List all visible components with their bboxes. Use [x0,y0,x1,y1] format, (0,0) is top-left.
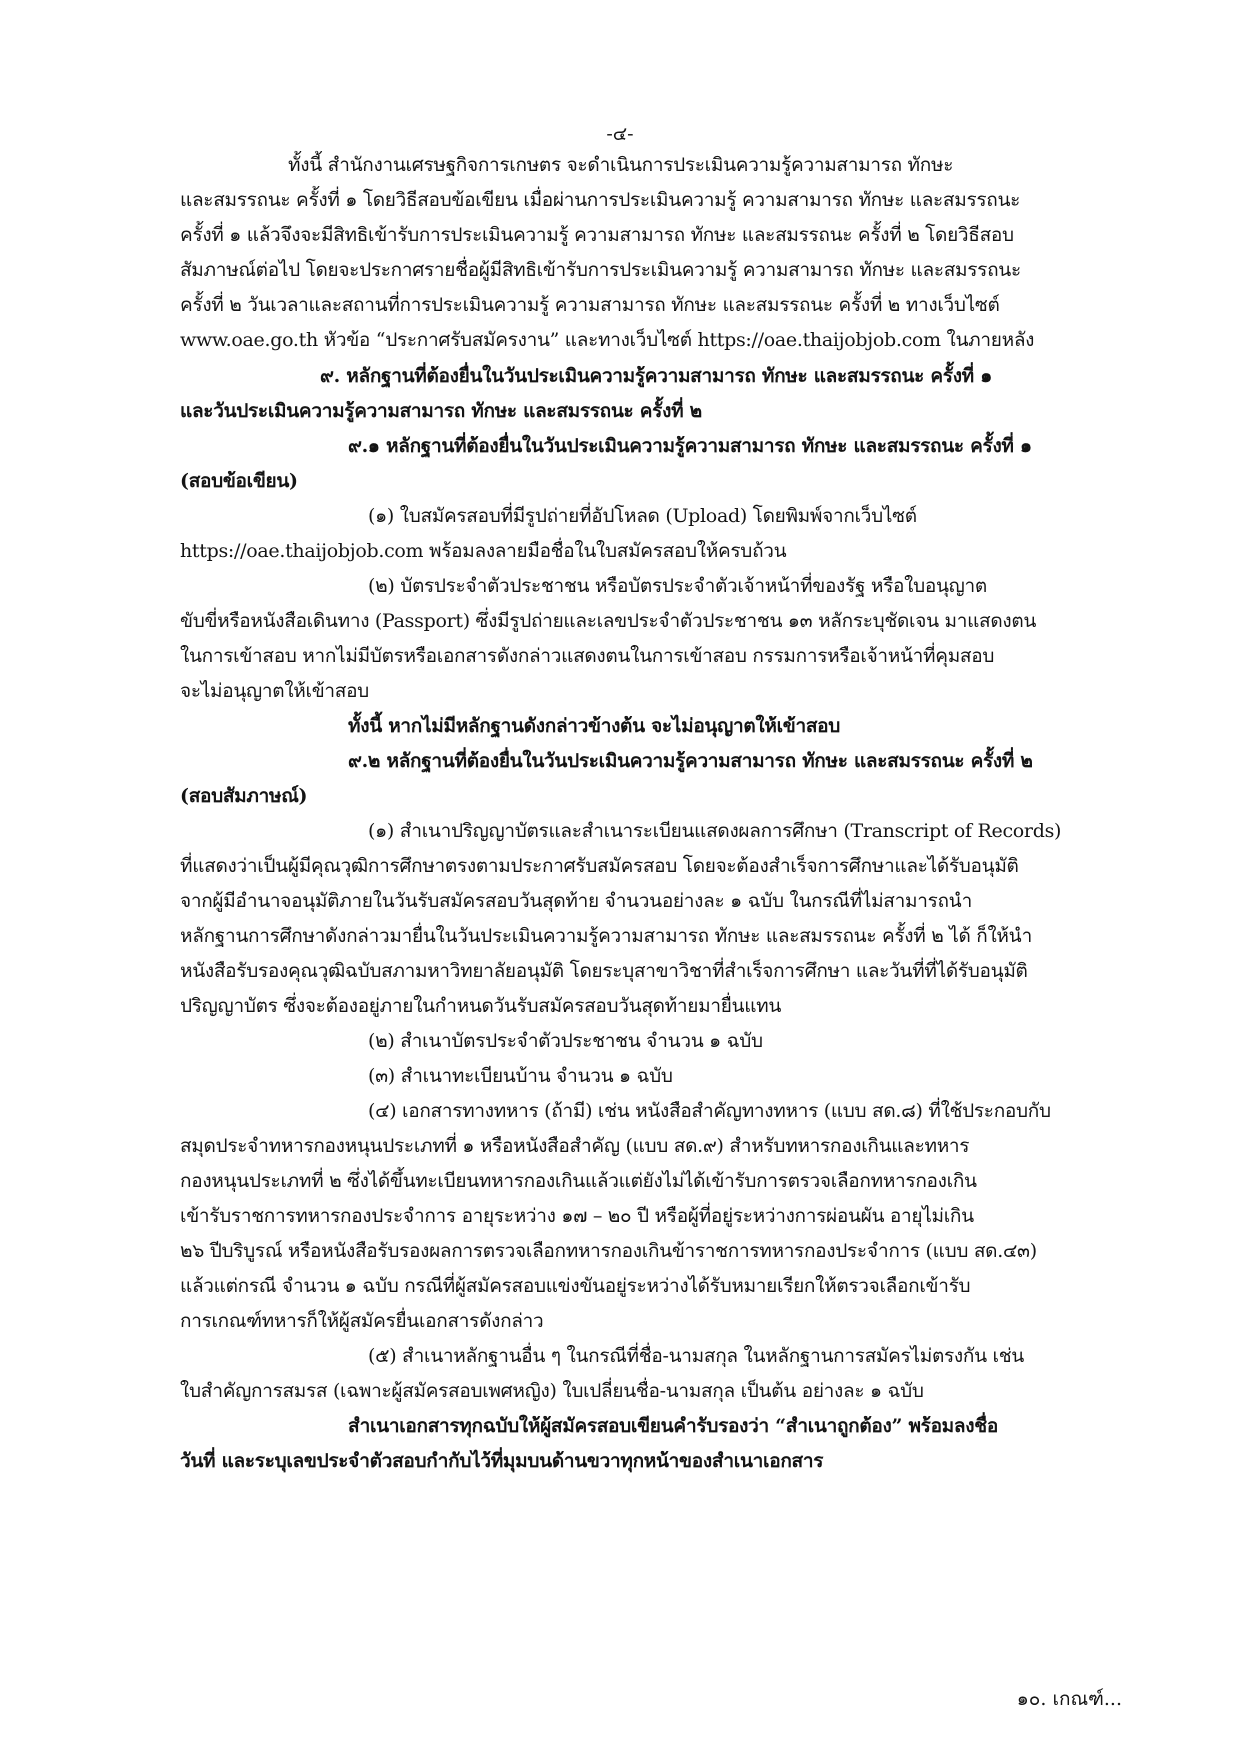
paragraph-line: www.oae.go.th หัวข้อ “ประกาศรับสมัครงาน” และทางเว็บไซต์ https://oae.thaijobjob.com ในภายหลัง [180,329,1035,351]
paragraph-line: (๓) สำเนาทะเบียนบ้าน จำนวน ๑ ฉบับ [368,1065,673,1087]
paragraph-line: (๒) สำเนาบัตรประจำตัวประชาชน จำนวน ๑ ฉบับ [368,1030,763,1052]
heading-line: สำเนาเอกสารทุกฉบับให้ผู้สมัครสอบเขียนคำรับรองว่า “สำเนาถูกต้อง” พร้อมลงชื่อ [348,1415,998,1437]
paragraph-line: ใบสำคัญการสมรส (เฉพาะผู้สมัครสอบเพศหญิง) ใบเปลี่ยนชื่อ-นามสกุล เป็นต้น อย่างละ ๑ ฉบับ [180,1380,924,1402]
paragraph-line: หลักฐานการศึกษาดังกล่าวมายื่นในวันประเมินความรู้ความสามารถ ทักษะ และสมรรถนะ ครั้งที่ ๒ ได้ ก็ให้นำ [180,925,1032,947]
heading-line: ๙.๒ หลักฐานที่ต้องยื่นในวันประเมินความรู้ความสามารถ ทักษะ และสมรรถนะ ครั้งที่ ๒ [348,750,1033,772]
paragraph-line: ครั้งที่ ๑ แล้วจึงจะมีสิทธิเข้ารับการประเมินความรู้ ความสามารถ ทักษะ และสมรรถนะ ครั้งที่ ๒ โดยวิธีสอบ [180,224,1014,246]
paragraph-line: สัมภาษณ์ต่อไป โดยจะประกาศรายชื่อผู้มีสิทธิเข้ารับการประเมินความรู้ ความสามารถ ทักษะ และสมรรถนะ [180,259,1021,281]
paragraph-line: เข้ารับราชการทหารกองประจำการ อายุระหว่าง ๑๗ – ๒๐ ปี หรือผู้ที่อยู่ระหว่างการผ่อนผัน อายุไม่เกิน [180,1205,974,1227]
paragraph-line: ทั้งนี้ สำนักงานเศรษฐกิจการเกษตร จะดำเนินการประเมินความรู้ความสามารถ ทักษะ [288,154,954,176]
paragraph-line: (๒) บัตรประจำตัวประชาชน หรือบัตรประจำตัวเจ้าหน้าที่ของรัฐ หรือใบอนุญาต [368,575,987,597]
paragraph-line: จะไม่อนุญาตให้เข้าสอบ [180,680,369,702]
heading-line: (สอบข้อเขียน) [180,470,298,492]
paragraph-line: (๔) เอกสารทางทหาร (ถ้ามี) เช่น หนังสือสำคัญทางทหาร (แบบ สด.๘) ที่ใช้ประกอบกับ [368,1100,1051,1122]
paragraph-line: การเกณฑ์ทหารก็ให้ผู้สมัครยื่นเอกสารดังกล่าว [180,1310,544,1332]
heading-line: และวันประเมินความรู้ความสามารถ ทักษะ และสมรรถนะ ครั้งที่ ๒ [180,400,702,422]
page-number: -๔- [606,123,634,145]
paragraph-line: ขับขี่หรือหนังสือเดินทาง (Passport) ซึ่งมีรูปถ่ายและเลขประจำตัวประชาชน ๑๓ หลักระบุชัดเจน มาแสดงตน [180,610,1037,632]
paragraph-line: หนังสือรับรองคุณวุฒิฉบับสภามหาวิทยาลัยอนุมัติ โดยระบุสาขาวิชาที่สำเร็จการศึกษา และวันที่ที่ได้รับอนุมัติ [180,960,1028,982]
paragraph-line: แล้วแต่กรณี จำนวน ๑ ฉบับ กรณีที่ผู้สมัครสอบแข่งขันอยู่ระหว่างได้รับหมายเรียกให้ตรวจเลือกเข้ารับ [180,1275,971,1297]
heading-line: ๙.๑ หลักฐานที่ต้องยื่นในวันประเมินความรู้ความสามารถ ทักษะ และสมรรถนะ ครั้งที่ ๑ [348,435,1032,457]
heading-line: วันที่ และระบุเลขประจำตัวสอบกำกับไว้ที่มุมบนด้านขวาทุกหน้าของสำเนาเอกสาร [180,1450,824,1472]
paragraph-line: กองหนุนประเภทที่ ๒ ซึ่งได้ขึ้นทะเบียนทหารกองเกินแล้วแต่ยังไม่ได้เข้ารับการตรวจเลือกทหารกองเกิน [180,1170,977,1192]
paragraph-line: ในการเข้าสอบ หากไม่มีบัตรหรือเอกสารดังกล่าวแสดงตนในการเข้าสอบ กรรมการหรือเจ้าหน้าที่คุมสอบ [180,645,995,667]
paragraph-line: ครั้งที่ ๒ วันเวลาและสถานที่การประเมินความรู้ ความสามารถ ทักษะ และสมรรถนะ ครั้งที่ ๒ ทางเว็บไซต์ [180,294,1000,316]
heading-line: (สอบสัมภาษณ์) [180,785,308,807]
paragraph-line: (๑) ใบสมัครสอบที่มีรูปถ่ายที่อัปโหลด (Upload) โดยพิมพ์จากเว็บไซต์ [368,505,917,527]
paragraph-line: ๒๖ ปีบริบูรณ์ หรือหนังสือรับรองผลการตรวจเลือกทหารกองเกินข้าราชการทหารกองประจำการ (แบบ สด.๔๓) [180,1240,1037,1262]
paragraph-line: (๕) สำเนาหลักฐานอื่น ๆ ในกรณีที่ชื่อ-นามสกุล ในหลักฐานการสมัครไม่ตรงกัน เช่น [368,1345,1024,1367]
paragraph-line: และสมรรถนะ ครั้งที่ ๑ โดยวิธีสอบข้อเขียน เมื่อผ่านการประเมินความรู้ ความสามารถ ทักษะ และสมรรถนะ [180,189,1021,211]
paragraph-line: จากผู้มีอำนาจอนุมัติภายในวันรับสมัครสอบวันสุดท้าย จำนวนอย่างละ ๑ ฉบับ ในกรณีที่ไม่สามารถนำ [180,890,973,912]
paragraph-line: ปริญญาบัตร ซึ่งจะต้องอยู่ภายในกำหนดวันรับสมัครสอบวันสุดท้ายมายื่นแทน [180,995,782,1017]
heading-line: ทั้งนี้ หากไม่มีหลักฐานดังกล่าวข้างต้น จะไม่อนุญาตให้เข้าสอบ [348,715,841,737]
heading-line: ๙. หลักฐานที่ต้องยื่นในวันประเมินความรู้ความสามารถ ทักษะ และสมรรถนะ ครั้งที่ ๑ [320,365,992,387]
paragraph-line: https://oae.thaijobjob.com พร้อมลงลายมือชื่อในใบสมัครสอบให้ครบถ้วน [180,540,787,562]
paragraph-line: ที่แสดงว่าเป็นผู้มีคุณวุฒิการศึกษาตรงตามประกาศรับสมัครสอบ โดยจะต้องสำเร็จการศึกษาและได้รับอนุมัติ [180,855,1019,877]
paragraph-line: สมุดประจำทหารกองหนุนประเภทที่ ๑ หรือหนังสือสำคัญ (แบบ สด.๙) สำหรับทหารกองเกินและทหาร [180,1135,970,1157]
page-continuation: ๑๐. เกณฑ์... [1016,1688,1122,1710]
paragraph-line: (๑) สำเนาปริญญาบัตรและสำเนาระเบียนแสดงผลการศึกษา (Transcript of Records) [368,820,1062,842]
